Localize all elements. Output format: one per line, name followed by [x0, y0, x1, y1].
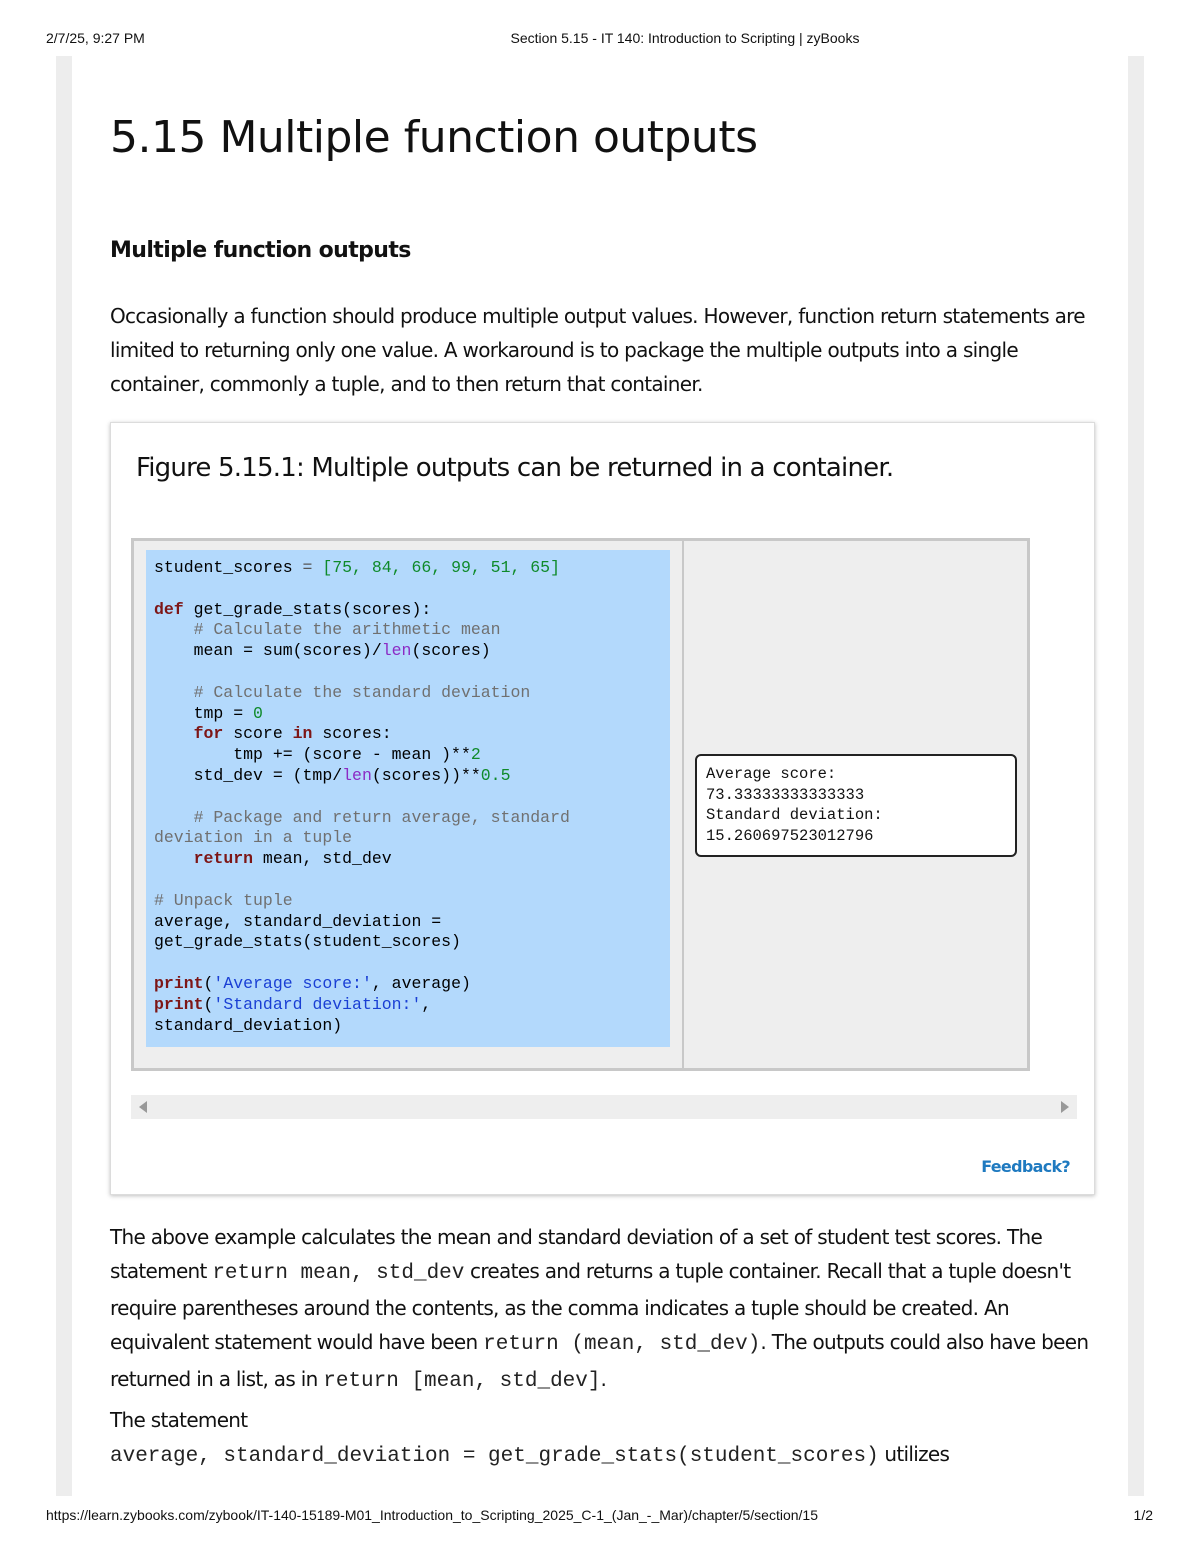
inline-code-return-tuple: return mean, std_dev — [212, 1262, 465, 1285]
code-token: score — [223, 724, 293, 744]
scroll-left-arrow-icon[interactable] — [139, 1101, 147, 1113]
code-token: , — [421, 994, 432, 1014]
inline-code-unpack: average, standard_deviation = get_grade_stats(student_scores) — [110, 1445, 879, 1468]
code-token: (scores) — [411, 641, 491, 661]
print-url: https://learn.zybooks.com/zybook/IT-140-15189-M01_Introduction_to_Scripting_2025_C-1_(Jan_-_Mar)/chapter/5/section/15 — [46, 1507, 818, 1523]
explanation-text-4: . — [600, 1367, 607, 1391]
code-comment: # Calculate the arithmetic mean — [154, 620, 501, 640]
code-token: print — [154, 994, 204, 1014]
scroll-right-arrow-icon[interactable] — [1061, 1101, 1069, 1113]
explanation-text-2: creates and returns a tuple container. Recall that a tuple doesn't require parentheses around the contents, as the comma indicates a tuple should be created. An equivalent statement would have been — [110, 1259, 1071, 1354]
code-token: tmp = — [154, 703, 254, 723]
code-comment: # Package and return average, standard — [154, 807, 570, 827]
code-string: 'Standard deviation:' — [213, 994, 422, 1014]
code-token: get_grade_stats(scores): — [183, 599, 432, 619]
explanation-text-1: The above example calculates the mean and standard deviation of a set of student test scores. The statement — [110, 1225, 1043, 1283]
figure-card — [110, 422, 1095, 1195]
print-page-title: Section 5.15 - IT 140: Introduction to Scripting | zyBooks — [510, 30, 860, 46]
code-token: ( — [203, 994, 214, 1014]
code-panel — [146, 550, 670, 1047]
code-token: tmp += (score - mean )** — [154, 745, 471, 765]
print-page-number: 1/2 — [1133, 1507, 1153, 1523]
code-token: average, standard_deviation = — [154, 911, 442, 931]
code-token: ( — [203, 973, 214, 993]
code-comment: # Unpack tuple — [154, 890, 293, 910]
code-token: mean = sum(scores)/ — [154, 641, 382, 661]
inline-code-return-paren: return (mean, std_dev) — [483, 1333, 761, 1356]
code-string: 'Average score:' — [213, 973, 372, 993]
code-token: [75, 84, 66, 99, 51, 65] — [322, 558, 560, 577]
code-comment: deviation in a tuple — [154, 828, 353, 848]
output-line: Average score: — [706, 765, 837, 783]
code-token: for — [193, 724, 224, 744]
code-token: std_dev = (tmp/ — [154, 765, 343, 785]
output-line: 15.260697523012796 — [706, 826, 874, 845]
code-token: len — [342, 765, 372, 785]
code-token: 0.5 — [480, 765, 511, 785]
output-line: Standard deviation: — [706, 806, 883, 825]
code-token: get_grade_stats(student_scores) — [154, 932, 461, 952]
inline-code-return-list: return [mean, std_dev] — [323, 1370, 601, 1393]
explanation-text-3: . The outputs could also have been returned in a list, as in — [110, 1330, 1089, 1391]
code-token: return — [193, 849, 254, 869]
feedback-link[interactable]: Feedback? — [981, 1157, 1070, 1176]
figure-title: Figure 5.15.1: Multiple outputs can be returned in a container. — [136, 453, 894, 483]
statement-text-2: utilizes — [878, 1442, 950, 1466]
statement-paragraph — [110, 1403, 1100, 1474]
code-token: , average) — [371, 973, 471, 993]
code-token: = — [292, 558, 323, 577]
code-token: scores: — [312, 724, 392, 744]
statement-text-1: The statement — [110, 1408, 248, 1432]
code-token: 0 — [253, 703, 263, 723]
code-token: student_scores — [154, 558, 293, 577]
print-footer — [0, 1507, 1200, 1527]
explanation-paragraph — [110, 1220, 1100, 1399]
code-token: len — [381, 641, 412, 661]
print-date: 2/7/25, 9:27 PM — [46, 30, 145, 46]
code-token: (scores))** — [371, 765, 481, 785]
left-margin-bar — [56, 56, 72, 1496]
code-token: mean, std_dev — [253, 849, 392, 869]
code-token: def — [154, 599, 184, 619]
section-heading: Multiple function outputs — [110, 238, 411, 263]
code-animation-frame — [131, 538, 1030, 1071]
intro-paragraph: Occasionally a function should produce multiple output values. However, function return statements are limited to returning only one value. A workaround is to package the multiple outputs into a single container, commonly a tuple, and to then return that container. — [110, 304, 1085, 396]
panel-divider — [682, 541, 684, 1068]
output-line: 73.33333333333333 — [706, 785, 865, 804]
code-token: in — [292, 724, 313, 744]
horizontal-scrollbar[interactable] — [131, 1095, 1077, 1119]
print-header — [0, 30, 1200, 50]
code-token: standard_deviation) — [154, 1015, 343, 1035]
page-title: 5.15 Multiple function outputs — [110, 112, 758, 163]
code-comment: # Calculate the standard deviation — [154, 682, 531, 702]
right-margin-bar — [1128, 56, 1144, 1496]
code-token: print — [154, 973, 204, 993]
console-output-box — [695, 754, 1017, 857]
code-listing — [154, 558, 662, 1036]
code-token: 2 — [470, 745, 481, 765]
